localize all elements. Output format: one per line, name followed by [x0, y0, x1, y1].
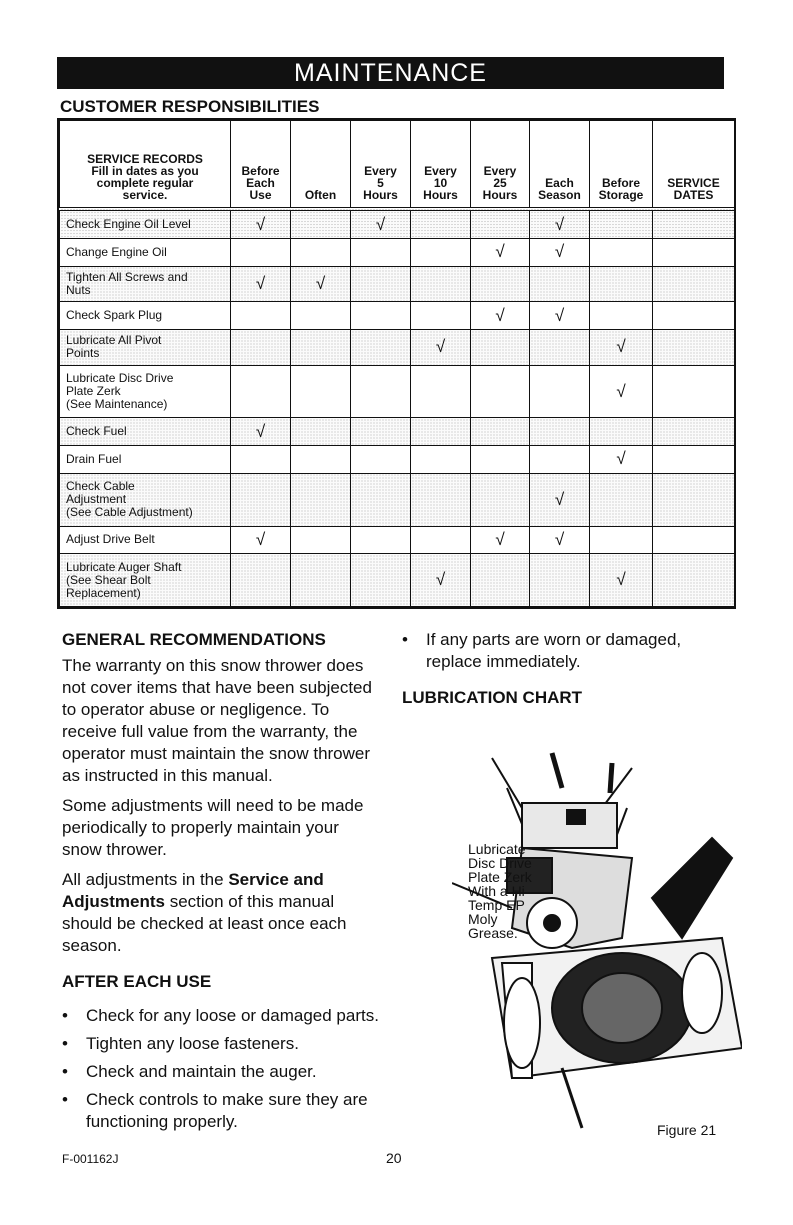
table-header-cell: Each Season — [530, 121, 590, 210]
empty-cell — [291, 446, 351, 474]
empty-cell — [291, 365, 351, 418]
empty-cell — [653, 239, 735, 267]
table-header-cell: Every 5 Hours — [351, 121, 411, 210]
check-mark-cell: √ — [471, 302, 530, 330]
check-mark-cell: √ — [530, 209, 590, 239]
empty-cell — [471, 473, 530, 526]
list-item — [62, 1061, 382, 1083]
empty-cell — [653, 365, 735, 418]
table-header-cell: SERVICE DATES — [653, 121, 735, 210]
table-header-cell: Before Storage — [590, 121, 653, 210]
empty-cell — [291, 554, 351, 607]
empty-cell — [530, 365, 590, 418]
check-mark-cell: √ — [590, 554, 653, 607]
bullet-glyph: • — [62, 1034, 68, 1053]
empty-cell — [351, 266, 411, 302]
lubrication-title: LUBRICATION CHART — [402, 688, 583, 707]
empty-cell — [231, 302, 291, 330]
empty-cell — [351, 239, 411, 267]
empty-cell — [231, 554, 291, 607]
empty-cell — [653, 209, 735, 239]
empty-cell — [653, 302, 735, 330]
table-row — [60, 302, 735, 330]
table-row — [60, 266, 735, 302]
table-header-cell: Often — [291, 121, 351, 210]
task-label: Check Engine Oil Level — [60, 209, 231, 239]
table-header-cell: SERVICE RECORDS Fill in dates as you complete regular service. — [60, 121, 231, 210]
empty-cell — [653, 473, 735, 526]
table-row — [60, 446, 735, 474]
page-number: 20 — [386, 1150, 402, 1166]
empty-cell — [653, 266, 735, 302]
empty-cell — [590, 418, 653, 446]
empty-cell — [231, 330, 291, 366]
list-item-text: Tighten any loose fasteners. — [86, 1034, 299, 1053]
task-label: Check Fuel — [60, 418, 231, 446]
table-header-cell: Every 10 Hours — [411, 121, 471, 210]
task-label: Tighten All Screws and Nuts — [60, 266, 231, 302]
task-label: Lubricate Disc Drive Plate Zerk (See Maintenance) — [60, 365, 231, 418]
check-mark-cell: √ — [351, 209, 411, 239]
list-item-text: Check controls to make sure they are functioning properly. — [86, 1090, 368, 1131]
empty-cell — [471, 365, 530, 418]
figure-caption: Figure 21 — [657, 1122, 717, 1138]
empty-cell — [411, 209, 471, 239]
check-mark-cell: √ — [411, 554, 471, 607]
check-mark-cell: √ — [590, 446, 653, 474]
empty-cell — [530, 266, 590, 302]
empty-cell — [411, 302, 471, 330]
table-header-cell: Before Each Use — [231, 121, 291, 210]
check-mark-cell: √ — [590, 330, 653, 366]
check-mark-cell: √ — [231, 418, 291, 446]
table-row — [60, 239, 735, 267]
empty-cell — [590, 526, 653, 554]
snow-thrower-illustration — [452, 748, 742, 1138]
empty-cell — [291, 239, 351, 267]
task-label: Lubricate Auger Shaft (See Shear Bolt Replacement) — [60, 554, 231, 607]
general-paragraph-3 — [62, 869, 382, 957]
empty-cell — [411, 446, 471, 474]
general-paragraph-2: Some adjustments will need to be made periodically to properly maintain your snow thrower. — [62, 796, 364, 859]
empty-cell — [231, 446, 291, 474]
empty-cell — [530, 554, 590, 607]
empty-cell — [471, 418, 530, 446]
left-column — [62, 629, 382, 1139]
p3-post: section of this manual should be checked at least once each season. — [62, 892, 347, 955]
right-bullet-text: If any parts are worn or damaged, replace immediately. — [426, 630, 682, 671]
list-item — [62, 1005, 382, 1027]
empty-cell — [351, 330, 411, 366]
empty-cell — [471, 266, 530, 302]
check-mark-cell: √ — [231, 526, 291, 554]
check-mark-cell: √ — [471, 526, 530, 554]
empty-cell — [471, 446, 530, 474]
general-paragraph-1: The warranty on this snow thrower does not cover items that have been subjected to operator abuse or negligence. To receive full value from the warranty, the operator must maintain the snow thrower as instructed in this manual. — [62, 656, 372, 785]
empty-cell — [411, 266, 471, 302]
check-mark-cell: √ — [530, 239, 590, 267]
empty-cell — [231, 365, 291, 418]
empty-cell — [530, 446, 590, 474]
check-mark-cell: √ — [471, 239, 530, 267]
table-row — [60, 473, 735, 526]
list-item — [62, 1089, 382, 1133]
empty-cell — [231, 239, 291, 267]
section-title: CUSTOMER RESPONSIBILITIES — [60, 97, 320, 116]
after-use-list — [62, 1005, 382, 1133]
empty-cell — [351, 365, 411, 418]
empty-cell — [590, 266, 653, 302]
list-item — [62, 1033, 382, 1055]
empty-cell — [530, 330, 590, 366]
check-mark-cell: √ — [530, 473, 590, 526]
task-label: Check Spark Plug — [60, 302, 231, 330]
table-row — [60, 418, 735, 446]
task-label: Lubricate All Pivot Points — [60, 330, 231, 366]
empty-cell — [351, 526, 411, 554]
empty-cell — [411, 365, 471, 418]
empty-cell — [411, 418, 471, 446]
empty-cell — [291, 526, 351, 554]
lubrication-callout-text: Lubricate Disc Drive Plate Zerk With a Hi Temp EP Moly Grease. — [468, 841, 532, 941]
service-records-table — [57, 118, 736, 609]
task-label: Check Cable Adjustment (See Cable Adjustment) — [60, 473, 231, 526]
right-column — [402, 629, 732, 713]
empty-cell — [291, 473, 351, 526]
empty-cell — [351, 418, 411, 446]
p3-bold: Service and Adjustments — [62, 870, 324, 911]
empty-cell — [411, 526, 471, 554]
empty-cell — [653, 446, 735, 474]
empty-cell — [291, 209, 351, 239]
check-mark-cell: √ — [530, 526, 590, 554]
check-mark-cell: √ — [231, 266, 291, 302]
after-use-title: AFTER EACH USE — [62, 972, 212, 991]
lubrication-callout — [468, 842, 532, 940]
bullet-glyph: • — [402, 630, 408, 649]
empty-cell — [590, 209, 653, 239]
bullet-glyph: • — [62, 1006, 68, 1025]
check-mark-cell: √ — [291, 266, 351, 302]
bullet-glyph: • — [62, 1090, 68, 1109]
empty-cell — [653, 526, 735, 554]
task-label: Change Engine Oil — [60, 239, 231, 267]
general-title: GENERAL RECOMMENDATIONS — [62, 630, 326, 649]
table-row — [60, 365, 735, 418]
empty-cell — [590, 473, 653, 526]
empty-cell — [291, 302, 351, 330]
empty-cell — [291, 330, 351, 366]
empty-cell — [351, 473, 411, 526]
empty-cell — [351, 554, 411, 607]
list-item-text: Check and maintain the auger. — [86, 1062, 317, 1081]
check-mark-cell: √ — [411, 330, 471, 366]
empty-cell — [590, 302, 653, 330]
empty-cell — [231, 473, 291, 526]
bullet-glyph: • — [62, 1062, 68, 1081]
list-item-text: Check for any loose or damaged parts. — [86, 1006, 379, 1025]
empty-cell — [653, 330, 735, 366]
empty-cell — [471, 554, 530, 607]
empty-cell — [351, 446, 411, 474]
table-header-row — [60, 121, 735, 210]
p3-pre: All adjustments in the — [62, 870, 229, 889]
empty-cell — [530, 418, 590, 446]
task-label: Drain Fuel — [60, 446, 231, 474]
table-row — [60, 330, 735, 366]
empty-cell — [411, 239, 471, 267]
check-mark-cell: √ — [590, 365, 653, 418]
empty-cell — [653, 418, 735, 446]
table-body — [60, 209, 735, 607]
empty-cell — [471, 330, 530, 366]
table-row — [60, 526, 735, 554]
task-label: Adjust Drive Belt — [60, 526, 231, 554]
empty-cell — [291, 418, 351, 446]
check-mark-cell: √ — [530, 302, 590, 330]
empty-cell — [653, 554, 735, 607]
empty-cell — [351, 302, 411, 330]
table-row — [60, 209, 735, 239]
empty-cell — [590, 239, 653, 267]
table-row — [60, 554, 735, 607]
document-code: F-001162J — [62, 1152, 119, 1166]
empty-cell — [471, 209, 530, 239]
right-bullet-item — [402, 629, 732, 673]
page-banner: MAINTENANCE — [57, 57, 724, 89]
check-mark-cell: √ — [231, 209, 291, 239]
table-header-cell: Every 25 Hours — [471, 121, 530, 210]
empty-cell — [411, 473, 471, 526]
